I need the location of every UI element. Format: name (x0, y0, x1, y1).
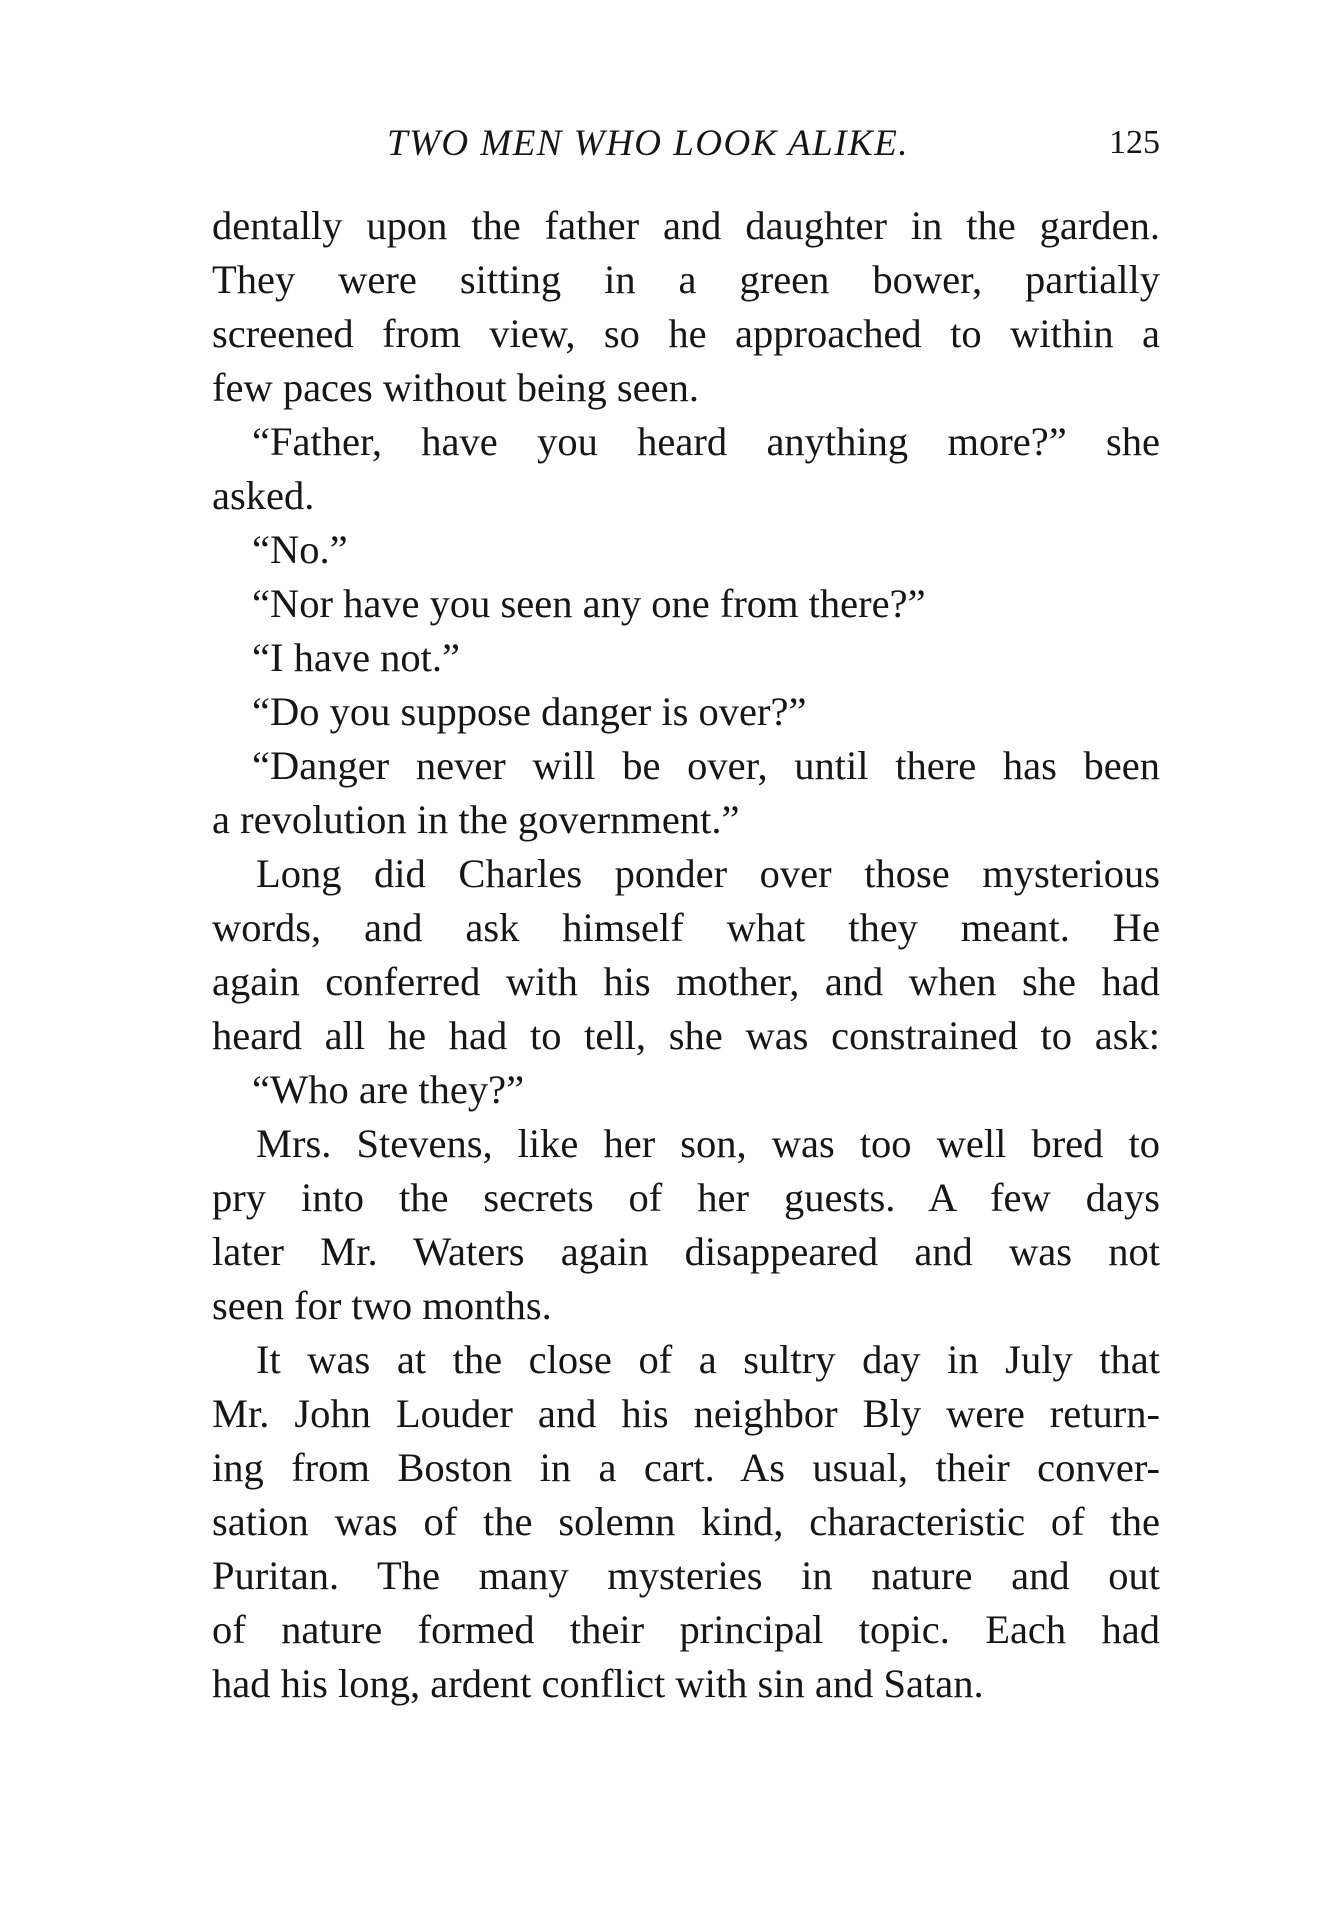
text-line: asked. (212, 473, 315, 518)
text-line: Mr. John Louder and his neighbor Bly were return- (212, 1391, 1160, 1436)
text-line: seen for two months. (212, 1283, 552, 1328)
text-line: dentally upon the father and daughter in the garden. (212, 203, 1160, 248)
text-line: heard all he had to tell, she was constrained to ask: (212, 1013, 1160, 1058)
text-line: words, and ask himself what they meant. He (212, 905, 1160, 950)
running-head (212, 122, 1160, 172)
text-line: Mrs. Stevens, like her son, was too well bred to (256, 1121, 1160, 1166)
text-line: a revolution in the government.” (212, 797, 740, 842)
text-line: again conferred with his mother, and when she had (212, 959, 1160, 1004)
text-line: later Mr. Waters again disappeared and was not (212, 1229, 1160, 1274)
text-line: Puritan. The many mysteries in nature and out (212, 1553, 1160, 1598)
body-text (212, 199, 1160, 1711)
text-line: “Father, have you heard anything more?” she (252, 419, 1160, 464)
page-number: 125 (1109, 124, 1160, 161)
text-line: “Danger never will be over, until there has been (252, 743, 1160, 788)
text-line: “Do you suppose danger is over?” (252, 689, 807, 734)
text-line: had his long, ardent conflict with sin and Satan. (212, 1661, 984, 1706)
text-line: “Who are they?” (252, 1067, 525, 1112)
text-line: “Nor have you seen any one from there?” (252, 581, 926, 626)
text-line: few paces without being seen. (212, 365, 699, 410)
text-line: pry into the secrets of her guests. A few days (212, 1175, 1160, 1220)
text-line: sation was of the solemn kind, characteristic of the (212, 1499, 1160, 1544)
text-line: They were sitting in a green bower, partially (212, 257, 1160, 302)
text-line: “I have not.” (252, 635, 461, 680)
text-line: screened from view, so he approached to within a (212, 311, 1160, 356)
text-line: ing from Boston in a cart. As usual, their conver- (212, 1445, 1160, 1490)
text-line: Long did Charles ponder over those mysterious (256, 851, 1160, 896)
text-line: It was at the close of a sultry day in July that (256, 1337, 1160, 1382)
text-line: “No.” (252, 527, 348, 572)
text-line: of nature formed their principal topic. Each had (212, 1607, 1160, 1652)
running-title: TWO MEN WHO LOOK ALIKE. (387, 123, 910, 164)
